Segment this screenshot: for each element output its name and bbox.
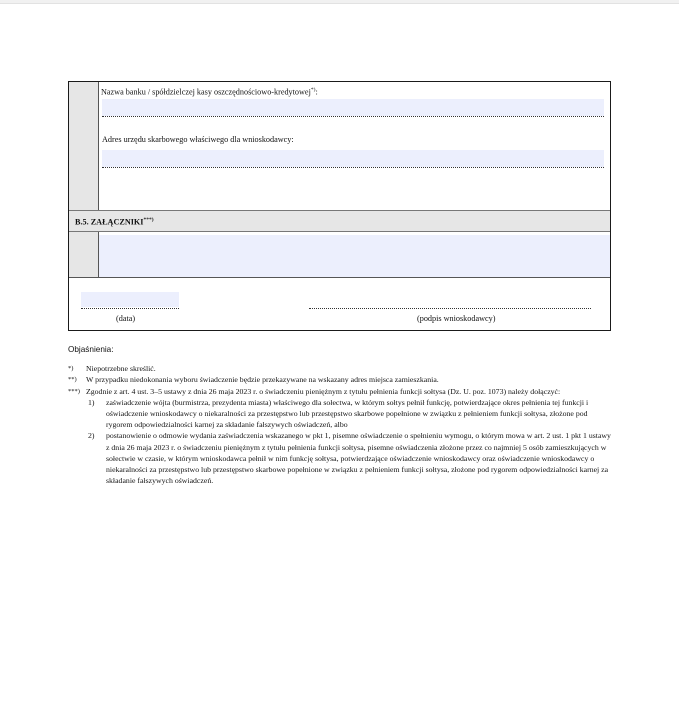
footnote-text: Niepotrzebne skreślić. bbox=[86, 364, 156, 374]
signature-line bbox=[309, 308, 591, 309]
footnote-3 bbox=[68, 386, 613, 397]
bank-name-line bbox=[102, 116, 604, 117]
tax-office-line bbox=[102, 167, 604, 168]
form-section-box bbox=[68, 81, 611, 331]
section-b5-title: B.5. ZAŁĄCZNIKI***) bbox=[75, 217, 154, 227]
explanations bbox=[68, 344, 613, 486]
footnote-2 bbox=[68, 374, 613, 385]
attachment-item-2 bbox=[68, 430, 613, 486]
attachment-item-1 bbox=[68, 397, 613, 431]
attachments-field[interactable] bbox=[99, 235, 610, 278]
date-caption: (data) bbox=[116, 314, 136, 323]
footnote-text: W przypadku niedokonania wyboru świadczenie będzie przekazywane na wskazany adres miejsca zamieszkania. bbox=[86, 375, 439, 385]
tax-office-label: Adres urzędu skarbowego właściwego dla wnioskodawcy: bbox=[102, 135, 294, 144]
bank-name-label: Nazwa banku / spółdzielczej kasy oszczędnościowo-kredytowej*): bbox=[101, 87, 318, 97]
explanations-heading: Objaśnienia: bbox=[68, 345, 114, 354]
item-text: postanowienie o odmowie wydania zaświadczenia wskazanego w pkt 1, pisemne oświadczenie o spełnieniu wymogu, o którym mowa w art. 2 ust. 1 pkt 1 ustawy z dnia 26 maja 2023 r. o świadczeniu pieniężnym z tytułu pełnienia funkcji sołtysa, pisemne oświadczenia złożone przez co najmniej 5 osób zamieszkujących w sołectwie w czasie, w którym wnioskodawca pełnił w nim funkcję sołtysa, potwierdzające oświadczenie wnioskodawcy oraz oświadczenie wnioskodawcy o niekaralności za przestępstwo lub przestępstwo skarbowe popełnione w związku z pełnieniem funkcji sołtysa, złożone pod rygorem odpowiedzialności karnej za składanie fałszywych oświadczeń. bbox=[106, 431, 611, 486]
section-b5-header bbox=[69, 210, 610, 232]
item-number: 2) bbox=[88, 431, 95, 441]
footnote-mark: ***) bbox=[68, 387, 80, 395]
date-field[interactable] bbox=[81, 292, 179, 307]
window-top-edge bbox=[0, 0, 679, 4]
item-text: zaświadczenie wójta (burmistrza, prezydenta miasta) właściwego dla sołectwa, w którym sołtys pełnił funkcję, potwierdzające okres pełnienia tej funkcji i oświadczenie wnioskodawcy o niekaralności za przestępstwo lub przestępstwo skarbowe popełnione w związku z pełnieniem funkcji sołtysa, złożone pod rygorem odpowiedzialności karnej za składanie fałszywych oświadczeń, albo bbox=[106, 397, 589, 430]
bank-name-field[interactable] bbox=[102, 99, 604, 116]
tax-office-field[interactable] bbox=[102, 150, 604, 167]
signature-caption: (podpis wnioskodawcy) bbox=[417, 314, 496, 323]
gray-margin-column-b5 bbox=[69, 232, 99, 278]
item-number: 1) bbox=[88, 397, 95, 407]
footnote-1 bbox=[68, 363, 613, 374]
footnote-text: Zgodnie z art. 4 ust. 3–5 ustawy z dnia 26 maja 2023 r. o świadczeniu pieniężnym z tytułu pełnienia funkcji sołtysa (Dz. U. poz. 1073) należy dołączyć: bbox=[86, 386, 561, 396]
footnote-mark: **) bbox=[68, 376, 77, 384]
date-line bbox=[81, 308, 179, 309]
footnote-mark: *) bbox=[68, 365, 74, 373]
gray-margin-column bbox=[69, 82, 99, 210]
